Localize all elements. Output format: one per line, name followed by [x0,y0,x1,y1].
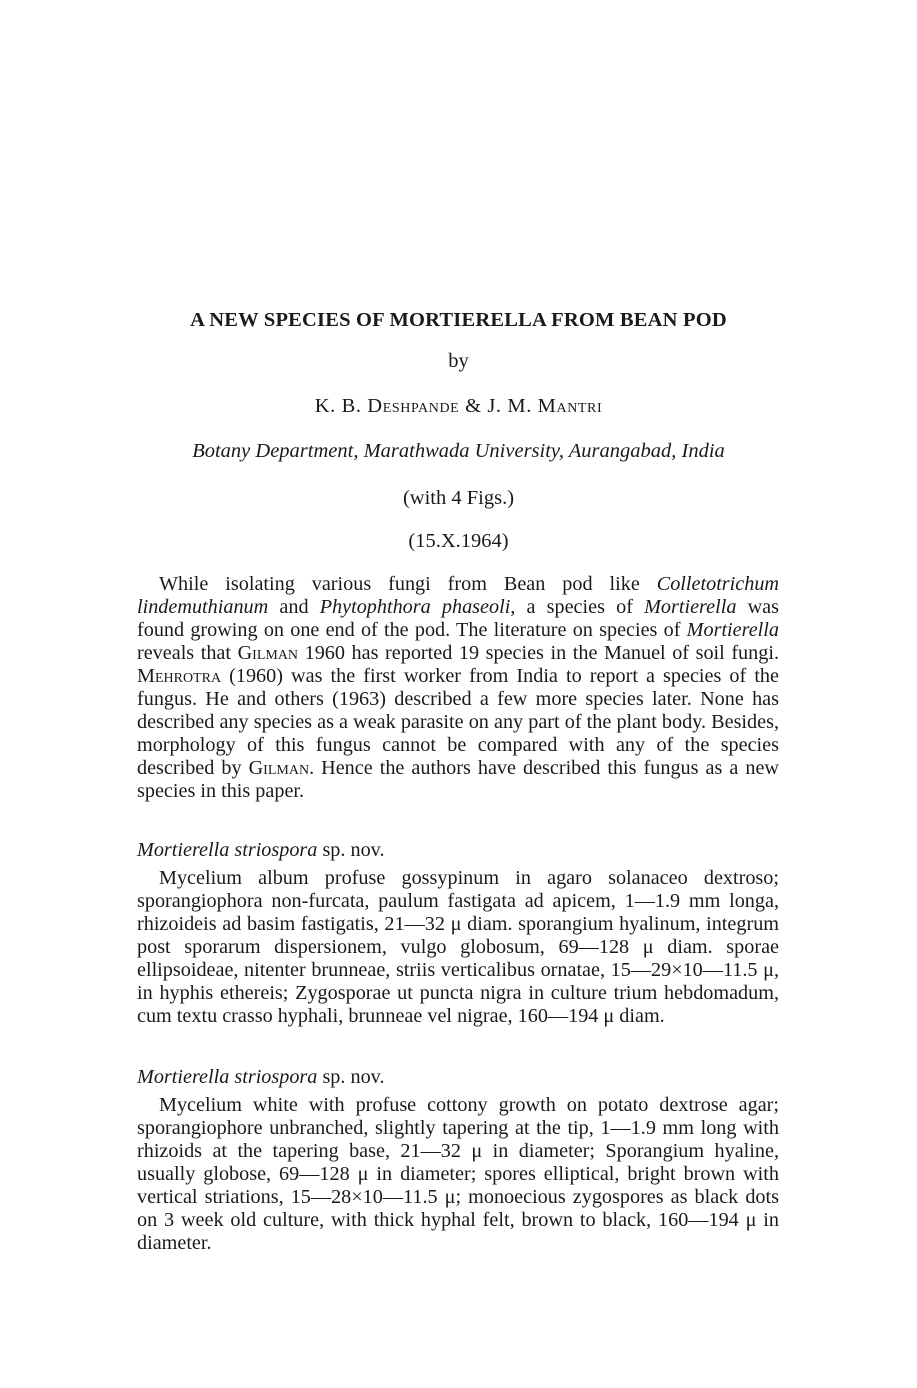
intro-text-4: was found growing on one end of the pod. The literature on species of [137,596,779,641]
intro-text-7: (1960) was the first worker from India to report a species of the fungus. He and others (1963) described a few more species later. None has described any species as a weak parasite on any part of the plant body. Besides, morphology of this fungus cannot be compared with any of the species described by [137,665,779,779]
english-heading [137,1066,779,1089]
latin-diagnosis [137,867,779,1028]
intro-author-ref-3: Gilman [248,757,310,779]
intro-taxon-3: Mortierella [644,596,737,618]
intro-text-1: While isolating various fungi from Bean pod like [159,573,657,595]
english-description-text: Mycelium white with profuse cottony growth on potato dextrose agar; sporangiophore unbranched, slightly tapering at the tip, 1—1.9 mm long with rhizoids at the tapering base, 21—32 μ in diameter; Sporangium hyaline, usually globose, 69—128 μ in diameter; spores elliptical, bright brown with vertical striations, 15—28×10—11.5 μ; monoecious zygospores as black dots on 3 week old culture, with thick hyphal felt, brown to black, 160—194 μ in diameter. [137,1094,779,1254]
intro-text-6: 1960 has reported 19 species in the Manuel of soil fungi. [298,642,779,664]
english-heading-rank: sp. nov. [317,1066,385,1088]
intro-text-2: and [268,596,320,618]
figures-note: (with 4 Figs.) [402,487,515,509]
intro-paragraph [137,573,779,803]
author-2-surname: Mantri [537,395,603,417]
intro-taxon-4: Mortierella [686,619,779,641]
intro-taxon-1: Colletotrichum lindemuthianum [137,573,779,618]
intro-text-3: a species of [515,596,645,618]
affiliation: Botany Department, Marathwada University, Aurangabad, India [192,440,725,462]
english-heading-name: Mortierella striospora [137,1066,318,1088]
intro-taxon-2: Phytophthora phaseoli, [319,596,516,618]
by-line: by [448,350,469,372]
date: (15.X.1964) [408,530,509,552]
author-2-initials: J. M. [487,395,538,417]
latin-diagnosis-text: Mycelium album profuse gossypinum in agaro solanaceo dextroso; sporangiophora non-furcata, paulum fastigata ad apicem, 1—1.9 mm longa, rhizoideis ad basim fastigatis, 21—32 μ diam. sporangium hyalinum, integrum post sporarum dispersionem, vulgo globosum, 69—128 μ diam. sporae ellipsoideae, nitenter brunneae, striis verticalibus ornatae, 15—29×10—11.5 μ, in hyphis ethereis; Zygosporae ut puncta nigra in culture trium hebdomadum, cum textu crasso hyphali, brunneae vel nigrae, 160—194 μ diam. [137,867,779,1027]
latin-heading [137,839,779,862]
intro-text-5: reveals that [137,642,238,664]
latin-heading-name: Mortierella striospora [137,839,318,861]
intro-text-8: . Hence the authors have described this fungus as a new species in this paper. [137,757,779,802]
english-description [137,1094,779,1255]
author-1-initials: K. B. [314,395,368,417]
authors [100,395,817,418]
author-1-surname: Deshpande [367,395,460,417]
latin-heading-rank: sp. nov. [317,839,385,861]
author-separator: & [459,395,488,417]
paper-title: A NEW SPECIES OF MORTIERELLA FROM BEAN POD [190,309,727,331]
intro-author-ref-2: Mehrotra [137,665,222,687]
intro-author-ref-1: Gilman [237,642,299,664]
